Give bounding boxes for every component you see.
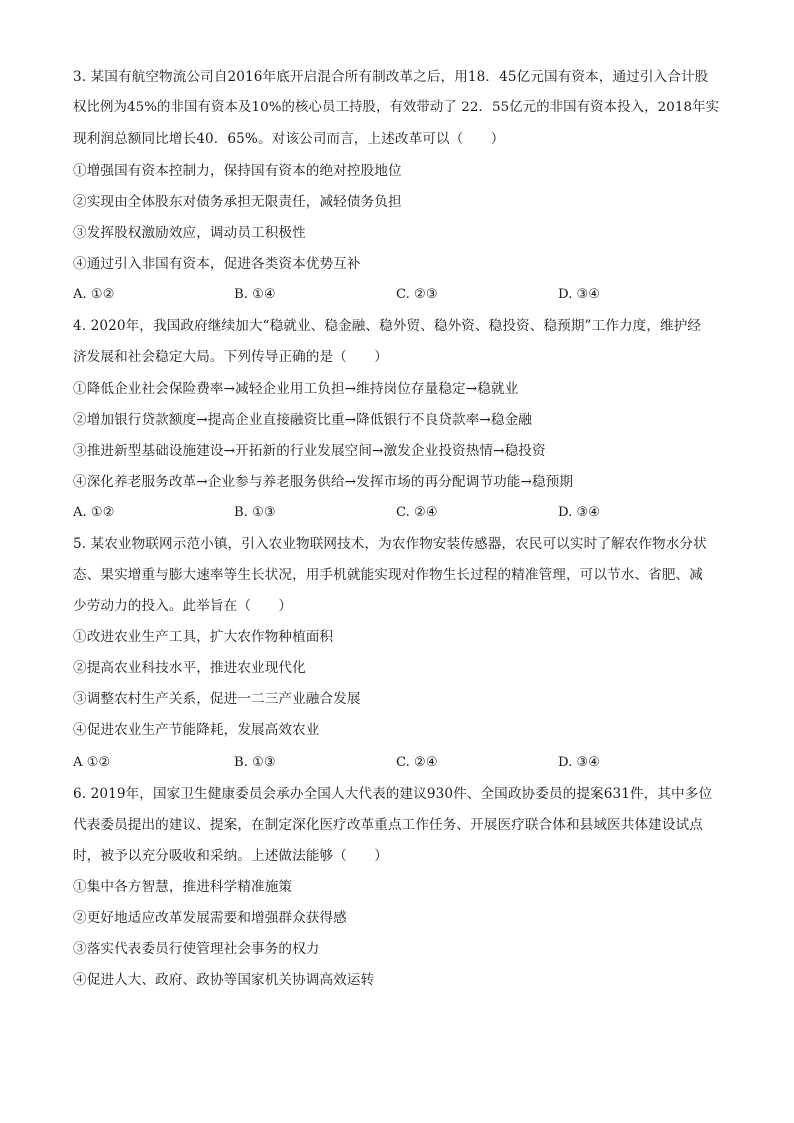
- question-stem-line: 少劳动力的投入。此举旨在（ ）: [73, 598, 293, 614]
- choice-statement: ①改进农业生产工具，扩大农作物种植面积: [73, 629, 334, 645]
- choice-statement: ①增强国有资本控制力，保持国有资本的绝对控股地位: [73, 163, 402, 179]
- question-stem-line: 权比例为45%的非国有资本及10%的核心员工持股，有效带动了 22．55亿元的非国有资本投入，2018年实: [73, 100, 720, 115]
- question-stem-line: 时，被予以充分吸收和采纳。上述做法能够（ ）: [73, 848, 388, 864]
- answer-option: C. ②④: [396, 755, 438, 770]
- choice-statement: ④促进人大、政府、政协等国家机关协调高效运转: [73, 972, 375, 988]
- choice-statement: ④深化养老服务改革→企业参与养老服务供给→发挥市场的再分配调节功能→稳预期: [73, 474, 574, 490]
- choice-statement: ④促进农业生产节能降耗，发展高效农业: [73, 722, 320, 738]
- question-stem-line: 济发展和社会稳定大局。下列传导正确的是（ ）: [73, 349, 388, 365]
- answer-option: D. ③④: [558, 755, 601, 770]
- question-stem-line: 6. 2019年，国家卫生健康委员会承办全国人大代表的建议930件、全国政协委员的提案631件，其中多位: [73, 786, 713, 802]
- answer-option: D. ③④: [558, 287, 601, 302]
- answer-option: B. ①③: [234, 505, 276, 520]
- answer-option: B. ①④: [234, 287, 276, 302]
- question-stem-line: 态、果实增重与膨大速率等生长状况，用手机就能实现对作物生长过程的精准管理，可以节水、省肥、减: [73, 567, 703, 583]
- question-stem-line: 现利润总额同比增长40．65%。对该公司而言，上述改革可以（ ）: [73, 131, 505, 147]
- answer-option: D. ③④: [558, 505, 601, 520]
- question-stem-line: 代表委员提出的建议、提案，在制定深化医疗改革重点工作任务、开展医疗联合体和县域医共体建设试点: [73, 817, 703, 833]
- choice-statement: ③发挥股权激励效应，调动员工积极性: [73, 225, 306, 241]
- choice-statement: ①降低企业社会保险费率→减轻企业用工负担→维持岗位存量稳定→稳就业: [73, 381, 519, 397]
- question-stem-line: 5. 某农业物联网示范小镇，引入农业物联网技术，为农作物安装传感器，农民可以实时了解农作物水分状: [73, 536, 707, 552]
- question-stem-line: 3. 某国有航空物流公司自2016年底开启混合所有制改革之后，用18．45亿元国有资本，通过引入合计股: [73, 69, 709, 85]
- answer-option: A ①②: [73, 755, 111, 770]
- choice-statement: ③调整农村生产关系，促进一二三产业融合发展: [73, 691, 361, 707]
- answer-option: A. ①②: [73, 287, 115, 302]
- answer-option: B. ①③: [234, 755, 276, 770]
- choice-statement: ①集中各方智慧，推进科学精准施策: [73, 879, 293, 895]
- choice-statement: ②更好地适应改革发展需要和增强群众获得感: [73, 910, 347, 926]
- answer-option: C. ②③: [396, 287, 438, 302]
- choice-statement: ③推进新型基础设施建设→开拓新的行业发展空间→激发企业投资热情→稳投资: [73, 443, 546, 459]
- question-stem-line: 4. 2020年，我国政府继续加大“稳就业、稳金融、稳外贸、稳外资、稳投资、稳预期”工作力度，维护经: [73, 318, 702, 334]
- answer-option: A. ①②: [73, 505, 115, 520]
- choice-statement: ②提高农业科技水平，推进农业现代化: [73, 660, 306, 676]
- choice-statement: ③落实代表委员行使管理社会事务的权力: [73, 941, 320, 957]
- choice-statement: ④通过引入非国有资本，促进各类资本优势互补: [73, 256, 361, 272]
- choice-statement: ②增加银行贷款额度→提高企业直接融资比重→降低银行不良贷款率→稳金融: [73, 412, 532, 428]
- answer-option: C. ②④: [396, 505, 438, 520]
- choice-statement: ②实现由全体股东对债务承担无限责任，减轻债务负担: [73, 194, 402, 210]
